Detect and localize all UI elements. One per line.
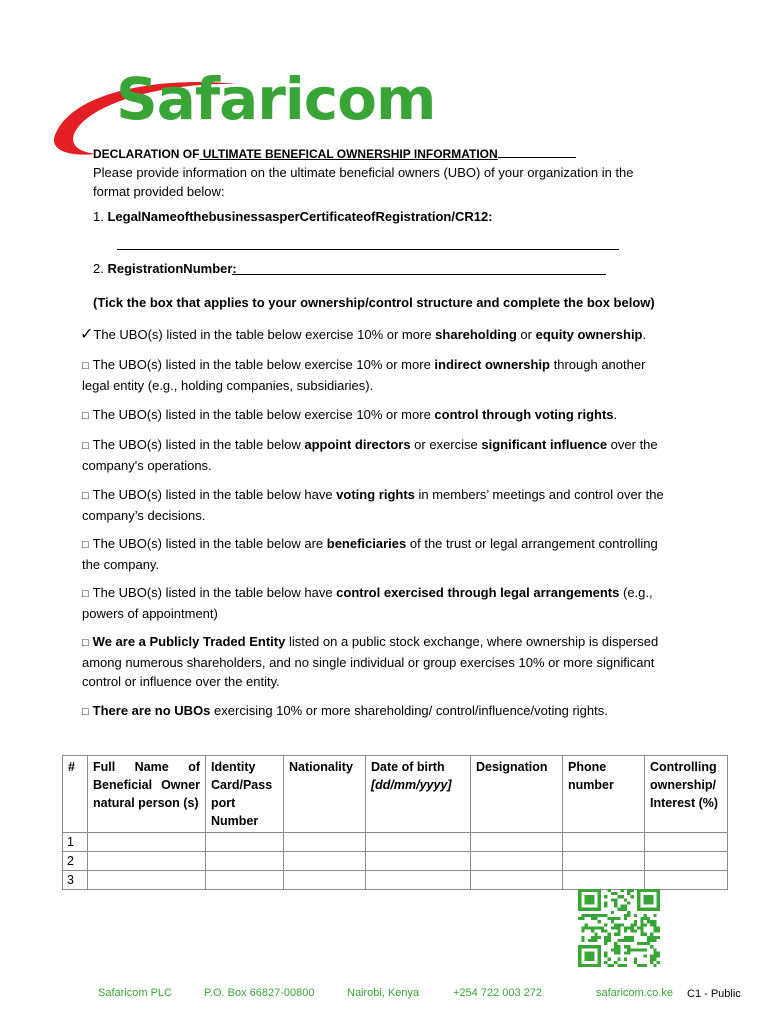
registration-number-input-line[interactable] bbox=[232, 262, 606, 275]
col-header-identity: Identity Card/Pass port Number bbox=[206, 756, 284, 833]
table-cell[interactable] bbox=[88, 871, 206, 890]
table-cell[interactable] bbox=[284, 852, 366, 871]
table-row bbox=[63, 871, 728, 890]
table-cell[interactable] bbox=[471, 871, 563, 890]
table-cell[interactable] bbox=[645, 833, 728, 852]
footer-city: Nairobi, Kenya bbox=[347, 987, 420, 999]
col-header-designation: Designation bbox=[471, 756, 563, 833]
col-header-phone: Phone number bbox=[563, 756, 645, 833]
table-cell[interactable] bbox=[366, 852, 471, 871]
footer-phone: +254 722 003 272 bbox=[453, 987, 543, 999]
checkbox-icon[interactable]: □ bbox=[82, 539, 89, 551]
option-voting-rights[interactable]: □ The UBO(s) listed in the table below have voting rights in members’ meetings and control over the company’s decisions. bbox=[82, 487, 664, 523]
option-appoint-directors[interactable]: □ The UBO(s) listed in the table below appoint directors or exercise significant influence over the company's operations. bbox=[82, 437, 658, 473]
table-cell[interactable] bbox=[563, 871, 645, 890]
table-cell[interactable] bbox=[645, 871, 728, 890]
col-header-nationality: Nationality bbox=[284, 756, 366, 833]
logo-wordmark: Safaricom bbox=[116, 65, 436, 133]
classification-label: C1 - Public bbox=[687, 988, 741, 1000]
field-2-number: 2. bbox=[93, 261, 108, 276]
option-trust-beneficiaries[interactable]: □ The UBO(s) listed in the table below are beneficiaries of the trust or legal arrangement controlling the company. bbox=[82, 536, 658, 572]
table-cell[interactable] bbox=[206, 833, 284, 852]
checkbox-icon[interactable]: □ bbox=[82, 410, 89, 422]
field-1-label: LegalNameofthebusinessasperCertificateofRegistration/CR12: bbox=[107, 209, 493, 224]
legal-name-input-line[interactable] bbox=[117, 237, 619, 250]
footer-website[interactable]: safaricom.co.ke bbox=[596, 987, 674, 999]
col-header-controlling-interest: Controlling ownership/ Interest (%) bbox=[645, 756, 728, 833]
row-number: 1 bbox=[63, 833, 88, 852]
row-number: 3 bbox=[63, 871, 88, 890]
tick-instruction bbox=[93, 293, 655, 312]
option-voting-control[interactable]: □ The UBO(s) listed in the table below exercise 10% or more control through voting rights. bbox=[82, 407, 618, 422]
checkbox-icon[interactable]: □ bbox=[82, 706, 89, 718]
col-header-dob: Date of birth [dd/mm/yyyy] bbox=[366, 756, 471, 833]
table-row bbox=[63, 852, 728, 871]
table-cell[interactable] bbox=[645, 852, 728, 871]
table-row bbox=[63, 833, 728, 852]
intro-line-2: format provided below: bbox=[93, 184, 225, 199]
table-header-row bbox=[63, 756, 728, 833]
footer-po-box: P.O. Box 66827-00800 bbox=[204, 987, 315, 999]
instruction-text: (Tick the box that applies to your ownership/control structure and complete the box below) bbox=[93, 295, 655, 310]
col-header-number: # bbox=[63, 756, 88, 833]
option-legal-arrangements[interactable]: □ The UBO(s) listed in the table below have control exercised through legal arrangements (e.g., powers of appointment) bbox=[82, 585, 653, 621]
table-cell[interactable] bbox=[366, 833, 471, 852]
option-publicly-traded[interactable]: □ We are a Publicly Traded Entity listed on a public stock exchange, where ownership is dispersed among numerous shareholders, and no single individual or group exercises 10% or more significant control or influence over the entity. bbox=[82, 634, 659, 689]
qr-code-graphic bbox=[578, 889, 660, 967]
table-cell[interactable] bbox=[88, 833, 206, 852]
intro-line-1: Please provide information on the ultimate beneficial owners (UBO) of your organization in the bbox=[93, 165, 634, 180]
heading-underlined: ULTIMATE BENEFICAL OWNERSHIP INFORMATION bbox=[199, 147, 498, 161]
checkbox-icon[interactable]: □ bbox=[82, 360, 89, 372]
option-indirect-ownership[interactable]: □ The UBO(s) listed in the table below exercise 10% or more indirect ownership through another legal entity (e.g., holding companies, subsidiaries). bbox=[82, 357, 646, 393]
table-cell[interactable] bbox=[206, 871, 284, 890]
declaration-heading bbox=[93, 146, 576, 162]
table-cell[interactable] bbox=[88, 852, 206, 871]
table-cell[interactable] bbox=[471, 852, 563, 871]
table-cell[interactable] bbox=[206, 852, 284, 871]
col-header-full-name: Full Name of Beneficial Owner natural person (s) bbox=[88, 756, 206, 833]
intro-paragraph bbox=[93, 163, 713, 201]
heading-underline-tail bbox=[498, 146, 576, 158]
checkbox-icon[interactable]: □ bbox=[82, 440, 89, 452]
field-1-number: 1. bbox=[93, 209, 108, 224]
table-cell[interactable] bbox=[563, 852, 645, 871]
checkbox-icon[interactable]: □ bbox=[82, 588, 89, 600]
table-cell[interactable] bbox=[284, 833, 366, 852]
legal-name-field-label bbox=[93, 207, 493, 226]
field-2-label: RegistrationNumber: bbox=[107, 261, 237, 276]
checkmark-icon[interactable]: ✓ bbox=[80, 326, 94, 343]
table-cell[interactable] bbox=[471, 833, 563, 852]
table-cell[interactable] bbox=[366, 871, 471, 890]
row-number: 2 bbox=[63, 852, 88, 871]
checkbox-icon[interactable]: □ bbox=[82, 637, 89, 649]
option-no-ubos[interactable]: □ There are no UBOs exercising 10% or more shareholding/ control/influence/voting rights. bbox=[82, 703, 608, 718]
heading-prefix: DECLARATION OF bbox=[93, 147, 200, 161]
ubo-table bbox=[62, 755, 728, 890]
registration-number-label bbox=[93, 259, 237, 278]
footer-company: Safaricom PLC bbox=[98, 987, 172, 999]
qr-code bbox=[578, 889, 660, 967]
table-cell[interactable] bbox=[563, 833, 645, 852]
checkbox-icon[interactable]: □ bbox=[82, 490, 89, 502]
option-shareholding[interactable]: ✓The UBO(s) listed in the table below exercise 10% or more shareholding or equity ownership. bbox=[80, 326, 647, 343]
table-cell[interactable] bbox=[284, 871, 366, 890]
